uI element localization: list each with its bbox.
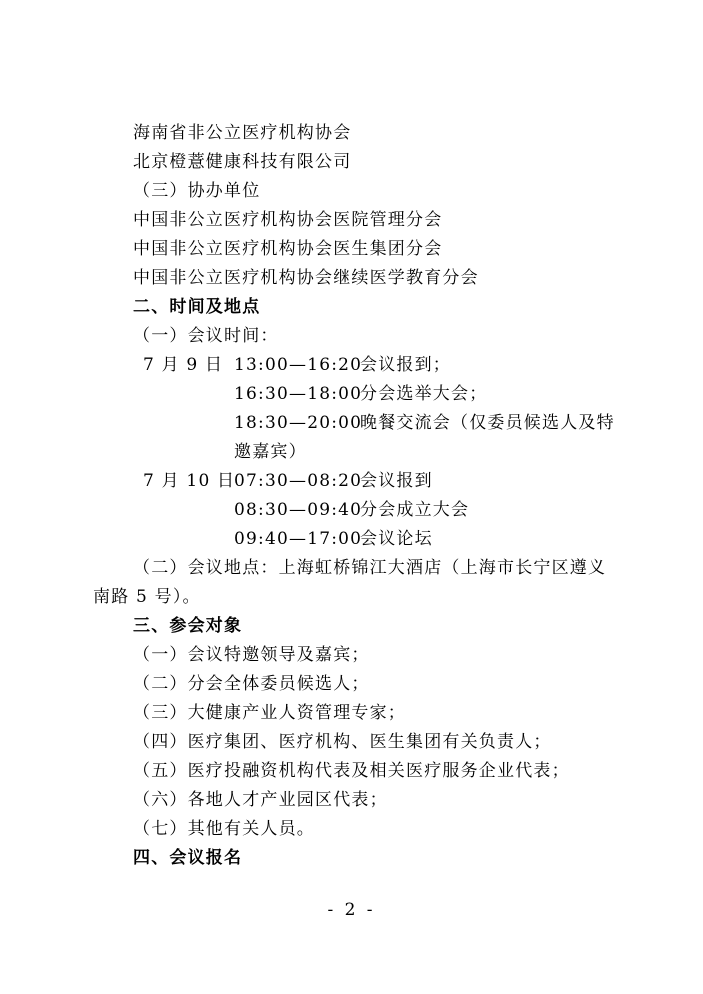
schedule-day1-row1-time: 13:00—16:20 [234, 355, 363, 375]
schedule-day1-row2-time: 16:30—18:00 [234, 384, 363, 404]
schedule-day2-date: 7 月 10 日 [143, 471, 236, 491]
schedule-day2-row2-time: 08:30—09:40 [234, 500, 363, 520]
attendee-item-7: （七）其他有关人员。 [133, 819, 315, 839]
attendee-item-1: （一）会议特邀领导及嘉宾； [133, 645, 370, 665]
org-beijing: 北京橙薏健康科技有限公司 [133, 152, 352, 172]
heading-time-place: 二、时间及地点 [133, 297, 261, 317]
attendee-item-3: （三）大健康产业人资管理专家； [133, 703, 406, 723]
heading-attendees: 三、参会对象 [133, 616, 243, 636]
attendee-item-6: （六）各地人才产业园区代表； [133, 790, 388, 810]
schedule-day1-row2-desc: 分会选举大会； [360, 384, 488, 404]
venue-line2: 南路 5 号）。 [93, 587, 201, 607]
subheading-co-organizers: （三）协办单位 [133, 181, 261, 201]
schedule-day2-row3-desc: 会议论坛 [360, 529, 433, 549]
schedule-day2-row1-desc: 会议报到 [360, 471, 433, 491]
subheading-meeting-time: （一）会议时间： [133, 326, 279, 346]
schedule-day1-row3-desc: 晚餐交流会（仅委员候选人及特 [360, 413, 615, 433]
org-hospital-mgmt: 中国非公立医疗机构协会医院管理分会 [133, 210, 443, 230]
venue-line1: （二）会议地点：上海虹桥锦江大酒店（上海市长宁区遵义 [133, 558, 607, 578]
org-cme: 中国非公立医疗机构协会继续医学教育分会 [133, 268, 479, 288]
schedule-day1-row1-desc: 会议报到； [360, 355, 451, 375]
heading-registration: 四、会议报名 [133, 848, 243, 868]
schedule-day1-row3-desc-cont: 邀嘉宾） [234, 442, 307, 462]
schedule-day2-row2-desc: 分会成立大会 [360, 500, 470, 520]
page-number: - 2 - [327, 900, 376, 920]
attendee-item-4: （四）医疗集团、医疗机构、医生集团有关负责人； [133, 732, 552, 752]
schedule-day1-row3-time: 18:30—20:00 [234, 413, 363, 433]
org-hainan: 海南省非公立医疗机构协会 [133, 123, 352, 143]
attendee-item-2: （二）分会全体委员候选人； [133, 674, 370, 694]
schedule-day1-date: 7 月 9 日 [143, 355, 224, 375]
schedule-day2-row1-time: 07:30—08:20 [234, 471, 363, 491]
schedule-day2-row3-time: 09:40—17:00 [234, 529, 363, 549]
attendee-item-5: （五）医疗投融资机构代表及相关医疗服务企业代表； [133, 761, 570, 781]
org-doctor-group: 中国非公立医疗机构协会医生集团分会 [133, 239, 443, 259]
